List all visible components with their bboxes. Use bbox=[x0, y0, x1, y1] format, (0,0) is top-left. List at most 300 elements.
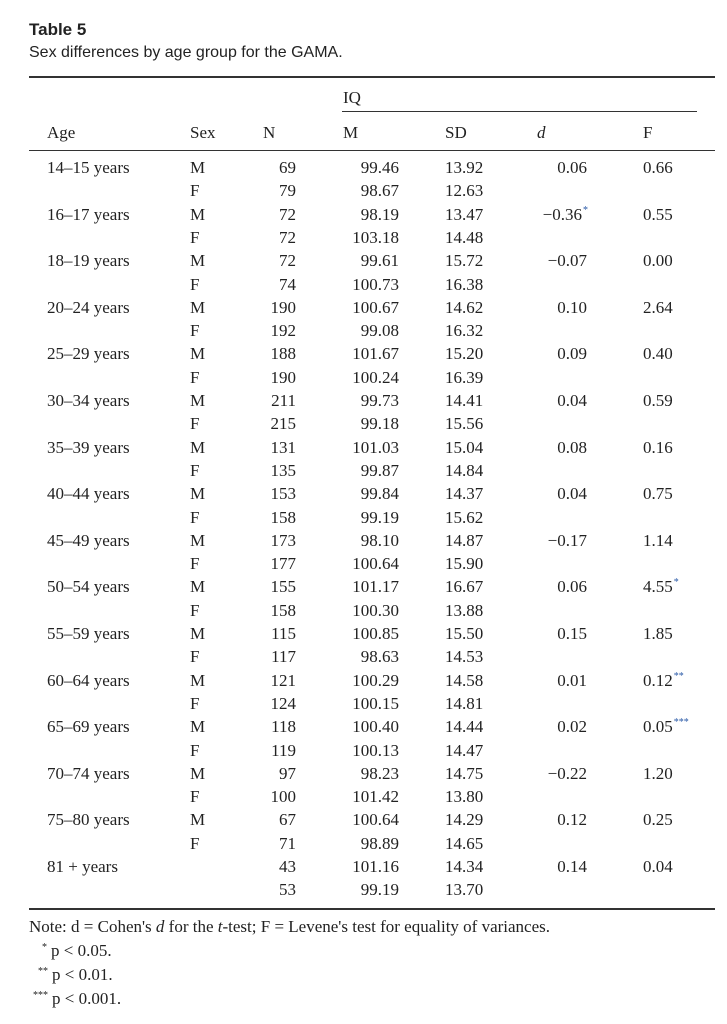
row-age bbox=[47, 858, 118, 875]
table-subtitle: Sex differences by age group for the GAMA. bbox=[29, 44, 343, 61]
row-mean bbox=[352, 369, 399, 386]
row-n-value: 71 bbox=[279, 833, 296, 853]
row-sex-value: F bbox=[190, 274, 200, 294]
row-n-value: 124 bbox=[270, 693, 296, 713]
row-mean-value: 99.87 bbox=[360, 460, 399, 480]
row-n bbox=[279, 252, 296, 269]
row-n-value: 188 bbox=[270, 344, 296, 364]
row-age bbox=[47, 159, 130, 176]
row-mean-value: 100.64 bbox=[352, 554, 399, 574]
row-levene-f bbox=[643, 159, 674, 176]
row-mean-value: 101.17 bbox=[352, 577, 399, 597]
row-n-value: 158 bbox=[270, 600, 296, 620]
row-mean bbox=[361, 648, 399, 665]
row-cohens-d-value: 0.12 bbox=[557, 810, 587, 830]
row-sd-value: 14.41 bbox=[445, 391, 484, 410]
row-sex-value: F bbox=[190, 227, 200, 247]
row-n bbox=[271, 462, 297, 479]
row-sex-value: F bbox=[190, 693, 200, 713]
row-n bbox=[271, 742, 296, 759]
row-sd-value: 13.92 bbox=[445, 158, 484, 177]
row-levene-f-value: 2.64 bbox=[643, 297, 673, 317]
row-levene-f-value: 0.55 bbox=[643, 204, 673, 224]
row-n-value: 190 bbox=[270, 367, 296, 387]
row-cohens-d bbox=[557, 299, 588, 316]
row-mean-value: 100.29 bbox=[352, 670, 399, 690]
row-cohens-d bbox=[587, 415, 588, 432]
row-levene-f-value: 0.59 bbox=[643, 391, 673, 410]
row-age bbox=[47, 578, 130, 595]
row-sd bbox=[445, 858, 483, 875]
significance-mark: ** bbox=[673, 670, 684, 682]
row-age-value: 35–39 years bbox=[47, 437, 130, 457]
row-n-value: 211 bbox=[271, 391, 296, 410]
note-prefix: Note: d = Cohen's bbox=[29, 917, 156, 936]
row-levene-f-value: 4.55 bbox=[643, 577, 673, 597]
row-levene-f-value: 1.85 bbox=[643, 624, 673, 643]
note-mid: for the bbox=[164, 917, 218, 936]
footnote-text: p < 0.01. bbox=[52, 965, 113, 984]
row-n-value: 135 bbox=[270, 460, 296, 480]
row-age-value: 70–74 years bbox=[47, 763, 130, 783]
footnote-mark: * bbox=[42, 942, 47, 953]
row-sd bbox=[445, 578, 483, 595]
row-cohens-d bbox=[587, 695, 588, 712]
row-age bbox=[47, 532, 130, 549]
row-levene-f bbox=[643, 858, 674, 875]
row-mean-value: 99.19 bbox=[360, 507, 399, 527]
row-levene-f bbox=[643, 206, 674, 223]
row-sex bbox=[190, 765, 205, 782]
row-age bbox=[47, 672, 130, 689]
row-levene-f bbox=[643, 229, 644, 246]
row-mean bbox=[352, 625, 399, 642]
row-sd-value: 15.20 bbox=[445, 344, 484, 364]
row-sex-value: F bbox=[190, 460, 200, 480]
row-sex-value: M bbox=[190, 763, 206, 783]
row-age-value: 65–69 years bbox=[47, 717, 130, 737]
row-mean-value: 99.46 bbox=[360, 158, 399, 177]
row-sd-value: 12.63 bbox=[445, 181, 484, 201]
row-sd-value: 14.34 bbox=[445, 857, 484, 876]
note-d-italic: d bbox=[155, 917, 165, 936]
row-age bbox=[47, 625, 130, 642]
row-mean bbox=[352, 811, 399, 828]
row-n bbox=[271, 322, 297, 339]
row-levene-f bbox=[643, 695, 644, 712]
row-sex-value: M bbox=[190, 484, 206, 504]
row-sd-value: 15.50 bbox=[445, 624, 484, 643]
row-sd-value: 14.48 bbox=[445, 227, 484, 247]
row-mean bbox=[352, 602, 399, 619]
top-rule bbox=[29, 76, 715, 78]
row-cohens-d-value: 0.08 bbox=[557, 437, 587, 457]
row-cohens-d bbox=[587, 555, 588, 572]
row-sex-value: M bbox=[190, 204, 206, 224]
row-sex bbox=[190, 509, 199, 526]
row-sex bbox=[190, 555, 199, 572]
row-sex bbox=[190, 182, 199, 199]
row-cohens-d-value: 0.14 bbox=[557, 857, 587, 876]
row-cohens-d bbox=[587, 881, 588, 898]
row-sex-value: M bbox=[190, 158, 206, 177]
row-n bbox=[271, 788, 297, 805]
row-sd-value: 14.58 bbox=[445, 670, 484, 690]
row-n-value: 72 bbox=[279, 204, 296, 224]
row-age-value: 30–34 years bbox=[47, 391, 130, 410]
row-mean-value: 100.85 bbox=[352, 624, 399, 643]
row-sd bbox=[445, 322, 483, 339]
footnote-text: p < 0.001. bbox=[52, 989, 122, 1008]
row-mean-value: 98.23 bbox=[360, 763, 399, 783]
row-sd bbox=[445, 742, 483, 759]
row-cohens-d bbox=[557, 345, 588, 362]
row-age-value: 60–64 years bbox=[47, 670, 130, 690]
row-mean bbox=[352, 276, 399, 293]
row-sd bbox=[445, 555, 483, 572]
row-cohens-d-value: −0.22 bbox=[547, 763, 587, 783]
row-age-value: 40–44 years bbox=[47, 484, 130, 504]
row-n bbox=[279, 276, 296, 293]
row-n bbox=[271, 485, 297, 502]
row-sd bbox=[445, 881, 483, 898]
row-levene-f bbox=[643, 415, 644, 432]
row-mean bbox=[361, 462, 399, 479]
row-levene-f-value: 0.00 bbox=[643, 251, 673, 271]
row-age bbox=[47, 392, 130, 409]
row-n-value: 117 bbox=[271, 647, 296, 667]
row-sd-value: 14.62 bbox=[445, 297, 484, 317]
row-mean-value: 100.40 bbox=[352, 717, 399, 737]
row-cohens-d bbox=[587, 648, 588, 665]
row-sd bbox=[445, 276, 483, 293]
row-n-value: 177 bbox=[270, 554, 296, 574]
row-levene-f bbox=[643, 648, 644, 665]
row-sd bbox=[445, 415, 483, 432]
header-mean: M bbox=[343, 123, 359, 142]
row-levene-f bbox=[643, 485, 674, 502]
row-sd bbox=[445, 672, 483, 689]
row-sd bbox=[445, 439, 483, 456]
footnote-p001 bbox=[33, 989, 121, 1009]
row-sex-value: M bbox=[190, 297, 206, 317]
row-sd bbox=[445, 718, 483, 735]
row-sd-value: 14.75 bbox=[445, 763, 484, 783]
row-n bbox=[279, 858, 296, 875]
row-n-value: 155 bbox=[270, 577, 296, 597]
row-n-value: 173 bbox=[270, 530, 296, 550]
row-cohens-d bbox=[587, 742, 588, 759]
row-levene-f-value: 0.40 bbox=[643, 344, 673, 364]
row-levene-f-value: 0.12 bbox=[643, 670, 673, 690]
row-mean-value: 100.73 bbox=[352, 274, 399, 294]
row-age-value: 25–29 years bbox=[47, 344, 130, 364]
row-n-value: 43 bbox=[279, 857, 296, 876]
row-cohens-d bbox=[587, 276, 588, 293]
row-levene-f bbox=[643, 742, 644, 759]
header-sd: SD bbox=[445, 123, 467, 142]
row-sd-value: 16.39 bbox=[445, 367, 484, 387]
row-n-value: 79 bbox=[279, 181, 296, 201]
row-mean-value: 101.67 bbox=[352, 344, 399, 364]
row-levene-f bbox=[643, 345, 674, 362]
row-levene-f bbox=[643, 881, 644, 898]
row-sex bbox=[190, 462, 199, 479]
row-sex-value: F bbox=[190, 367, 200, 387]
row-age bbox=[47, 252, 130, 269]
row-sd-value: 14.87 bbox=[445, 530, 484, 550]
row-levene-f bbox=[643, 765, 674, 782]
row-mean-value: 103.18 bbox=[352, 227, 399, 247]
row-cohens-d bbox=[557, 439, 588, 456]
row-sex bbox=[190, 322, 199, 339]
row-mean-value: 99.19 bbox=[360, 880, 399, 900]
row-sex bbox=[190, 835, 199, 852]
row-sex bbox=[190, 345, 205, 362]
row-n-value: 100 bbox=[270, 787, 296, 807]
row-sex bbox=[190, 252, 205, 269]
row-levene-f bbox=[643, 602, 644, 619]
row-mean-value: 99.08 bbox=[360, 321, 399, 341]
row-mean bbox=[352, 299, 399, 316]
row-levene-f-value: 0.04 bbox=[643, 857, 673, 876]
row-sex-value: M bbox=[190, 251, 206, 271]
row-sd bbox=[445, 648, 483, 665]
row-mean-value: 98.89 bbox=[360, 833, 399, 853]
row-sd-value: 14.81 bbox=[445, 693, 484, 713]
row-cohens-d bbox=[587, 462, 588, 479]
row-cohens-d bbox=[587, 509, 588, 526]
row-cohens-d-value: 0.01 bbox=[557, 670, 587, 690]
row-sex-value: M bbox=[190, 717, 206, 737]
footnote-text: p < 0.05. bbox=[51, 941, 112, 960]
row-age-value: 75–80 years bbox=[47, 810, 130, 830]
iq-group-rule bbox=[342, 111, 697, 112]
row-n bbox=[271, 532, 297, 549]
row-age-value: 45–49 years bbox=[47, 530, 130, 550]
row-cohens-d bbox=[557, 578, 588, 595]
significance-mark: *** bbox=[673, 717, 689, 729]
row-cohens-d-value: 0.04 bbox=[557, 391, 587, 410]
footnote-p05 bbox=[42, 941, 112, 961]
row-sd-value: 13.47 bbox=[445, 204, 484, 224]
row-sd-value: 14.29 bbox=[445, 810, 484, 830]
row-sd-value: 15.04 bbox=[445, 437, 484, 457]
row-levene-f bbox=[643, 625, 674, 642]
row-sex bbox=[190, 578, 205, 595]
row-levene-f bbox=[643, 555, 644, 572]
row-cohens-d bbox=[548, 765, 588, 782]
row-sex-value: F bbox=[190, 321, 200, 341]
row-sd-value: 14.84 bbox=[445, 460, 484, 480]
row-levene-f bbox=[643, 322, 644, 339]
row-age bbox=[47, 811, 130, 828]
row-levene-f bbox=[643, 532, 674, 549]
row-age bbox=[47, 485, 130, 502]
row-sex-value: M bbox=[190, 344, 206, 364]
header-n: N bbox=[263, 123, 276, 142]
row-sex-value: F bbox=[190, 181, 200, 201]
row-mean-value: 99.84 bbox=[360, 484, 399, 504]
row-sex bbox=[190, 695, 199, 712]
row-sex-value: M bbox=[190, 670, 206, 690]
row-cohens-d bbox=[548, 532, 588, 549]
row-sex bbox=[190, 485, 205, 502]
row-sex bbox=[190, 788, 199, 805]
row-mean-value: 99.73 bbox=[360, 391, 399, 410]
row-levene-f bbox=[643, 439, 674, 456]
row-sd-value: 15.90 bbox=[445, 554, 484, 574]
row-sd bbox=[445, 485, 483, 502]
row-mean-value: 100.15 bbox=[352, 693, 399, 713]
row-cohens-d bbox=[587, 835, 588, 852]
row-mean bbox=[361, 765, 399, 782]
row-cohens-d bbox=[548, 252, 588, 269]
row-mean bbox=[352, 858, 399, 875]
row-sd-value: 14.53 bbox=[445, 647, 484, 667]
row-cohens-d bbox=[543, 206, 588, 223]
row-sd-value: 13.88 bbox=[445, 600, 484, 620]
header-levene-f: F bbox=[643, 123, 653, 142]
row-age bbox=[47, 206, 130, 223]
row-cohens-d-value: 0.04 bbox=[557, 484, 587, 504]
table-note bbox=[29, 917, 550, 937]
row-levene-f bbox=[643, 276, 644, 293]
row-mean bbox=[352, 578, 399, 595]
row-sd bbox=[445, 206, 483, 223]
row-sd bbox=[445, 299, 483, 316]
row-mean bbox=[361, 159, 399, 176]
row-sex-value: M bbox=[190, 624, 206, 643]
row-n bbox=[279, 811, 296, 828]
row-mean bbox=[352, 718, 399, 735]
significance-mark: * bbox=[673, 577, 679, 589]
row-mean bbox=[361, 485, 399, 502]
row-n-value: 69 bbox=[279, 158, 296, 177]
row-cohens-d-value: −0.36 bbox=[542, 204, 582, 224]
row-sd-value: 14.65 bbox=[445, 833, 484, 853]
row-mean bbox=[352, 742, 399, 759]
row-sex bbox=[190, 299, 205, 316]
row-mean bbox=[352, 229, 399, 246]
row-cohens-d-value: 0.06 bbox=[557, 158, 587, 177]
row-sex bbox=[190, 532, 205, 549]
row-mean-value: 101.03 bbox=[352, 437, 399, 457]
row-sd bbox=[445, 509, 483, 526]
row-sex bbox=[190, 159, 205, 176]
row-sd bbox=[445, 602, 483, 619]
row-sex-value: F bbox=[190, 507, 200, 527]
row-sex-value: F bbox=[190, 600, 200, 620]
row-age-value: 18–19 years bbox=[47, 251, 130, 271]
row-n-value: 192 bbox=[270, 321, 296, 341]
row-n bbox=[271, 555, 297, 572]
row-cohens-d-value: −0.07 bbox=[547, 251, 587, 271]
footnote-mark: ** bbox=[38, 966, 48, 977]
row-mean-value: 99.61 bbox=[360, 251, 399, 271]
row-cohens-d bbox=[557, 485, 588, 502]
row-sex-value: F bbox=[190, 833, 200, 853]
row-cohens-d-value: 0.15 bbox=[557, 624, 587, 643]
row-n-value: 53 bbox=[279, 880, 296, 900]
row-mean bbox=[361, 322, 399, 339]
row-cohens-d bbox=[587, 369, 588, 386]
row-sd-value: 16.38 bbox=[445, 274, 484, 294]
row-n bbox=[271, 695, 297, 712]
row-mean-value: 98.19 bbox=[360, 204, 399, 224]
row-n bbox=[271, 602, 297, 619]
row-cohens-d bbox=[557, 672, 588, 689]
row-sd bbox=[445, 392, 483, 409]
row-age bbox=[47, 765, 130, 782]
row-cohens-d bbox=[587, 602, 588, 619]
row-cohens-d bbox=[587, 788, 588, 805]
row-sex bbox=[190, 742, 199, 759]
header-cohens-d: d bbox=[537, 123, 546, 142]
row-sex-value: M bbox=[190, 810, 206, 830]
row-mean bbox=[361, 182, 399, 199]
row-sex bbox=[190, 602, 199, 619]
row-sd-value: 15.56 bbox=[445, 414, 484, 434]
row-n bbox=[279, 765, 296, 782]
row-n-value: 97 bbox=[279, 763, 296, 783]
row-levene-f-value: 0.75 bbox=[643, 484, 673, 504]
row-n bbox=[279, 835, 296, 852]
row-sd bbox=[445, 788, 483, 805]
row-n bbox=[271, 369, 297, 386]
row-mean bbox=[352, 788, 399, 805]
row-sd bbox=[445, 182, 483, 199]
row-sd bbox=[445, 811, 483, 828]
row-levene-f bbox=[643, 369, 644, 386]
row-cohens-d bbox=[557, 718, 588, 735]
row-mean-value: 100.64 bbox=[352, 810, 399, 830]
footnote-mark: *** bbox=[33, 990, 48, 1001]
row-sex bbox=[190, 718, 205, 735]
header-age: Age bbox=[47, 123, 76, 142]
row-mean bbox=[361, 532, 399, 549]
row-levene-f-value: 0.25 bbox=[643, 810, 673, 830]
row-sex-value: F bbox=[190, 787, 200, 807]
row-n-value: 67 bbox=[279, 810, 296, 830]
row-sd-value: 13.80 bbox=[445, 787, 484, 807]
row-n bbox=[279, 159, 296, 176]
row-mean-value: 98.10 bbox=[360, 530, 399, 550]
row-n-value: 72 bbox=[279, 251, 296, 271]
row-levene-f bbox=[643, 788, 644, 805]
footnote-p01 bbox=[38, 965, 113, 985]
row-levene-f bbox=[643, 578, 679, 595]
row-mean-value: 101.16 bbox=[352, 857, 399, 876]
row-sex-value: M bbox=[190, 437, 206, 457]
row-sd bbox=[445, 462, 483, 479]
row-sex bbox=[190, 672, 205, 689]
row-sex-value: F bbox=[190, 414, 200, 434]
row-sex bbox=[190, 811, 205, 828]
row-n bbox=[279, 229, 296, 246]
note-t-italic: t bbox=[217, 917, 223, 936]
row-levene-f-value: 0.05 bbox=[643, 717, 673, 737]
row-levene-f-value: 0.66 bbox=[643, 158, 673, 177]
row-sex-value: M bbox=[190, 530, 206, 550]
row-levene-f bbox=[643, 252, 674, 269]
row-sex bbox=[190, 229, 199, 246]
row-cohens-d bbox=[557, 811, 588, 828]
row-sex-value: F bbox=[190, 647, 200, 667]
significance-mark: * bbox=[583, 204, 588, 216]
row-mean bbox=[352, 345, 399, 362]
row-cohens-d-value: 0.09 bbox=[557, 344, 587, 364]
